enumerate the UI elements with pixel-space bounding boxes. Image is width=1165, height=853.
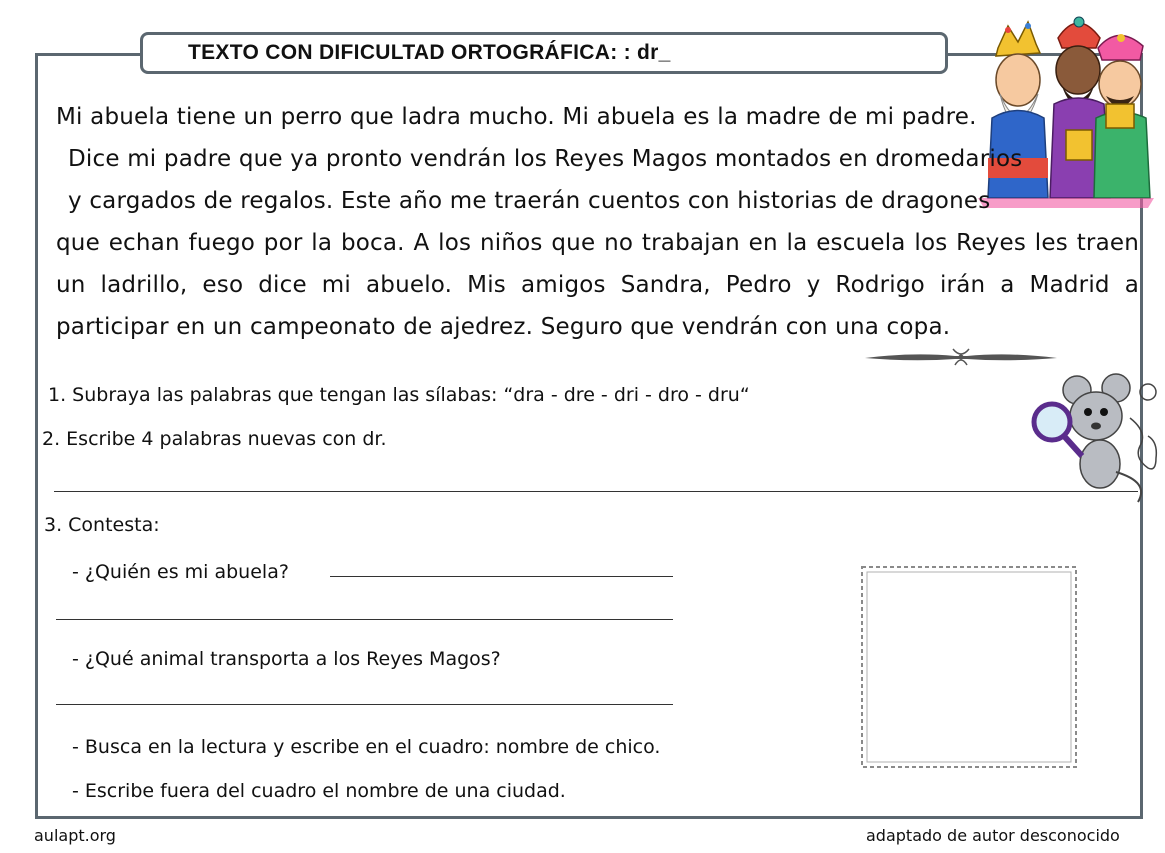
answer-line-words[interactable] <box>54 491 1138 492</box>
answer-line-abuela-2[interactable] <box>56 619 673 620</box>
instruction-nombre-chico: - Busca en la lectura y escribe en el cuadro: nombre de chico. <box>72 736 661 758</box>
three-kings-illustration <box>978 8 1158 208</box>
reading-line-6: participar en un campeonato de ajedrez. Seguro que vendrán con una copa. <box>56 314 951 340</box>
worksheet-title: TEXTO CON DIFICULTAD ORTOGRÁFICA: : dr_ <box>188 41 671 64</box>
question-animal: - ¿Qué animal transporta a los Reyes Magos? <box>72 648 501 670</box>
reading-line-1: Mi abuela tiene un perro que ladra mucho. Mi abuela es la madre de mi padre. <box>56 104 977 130</box>
mouse-magnifier-illustration <box>1030 372 1160 507</box>
title-box <box>140 32 948 74</box>
answer-line-abuela-1[interactable] <box>330 576 673 577</box>
reading-line-3: y cargados de regalos. Este año me traerán cuentos con historias de dragones <box>68 188 991 214</box>
footer-credit: adaptado de autor desconocido <box>866 826 1120 845</box>
stamp-answer-box[interactable] <box>858 563 1080 771</box>
answer-line-animal[interactable] <box>56 704 673 705</box>
reading-line-4: que echan fuego por la boca. A los niños que no trabajan en la escuela los Reyes les traen <box>56 230 1139 256</box>
exercise-1: 1. Subraya las palabras que tengan las sílabas: “dra - dre - dri - dro - dru“ <box>48 384 750 406</box>
exercise-3: 3. Contesta: <box>44 514 160 536</box>
question-abuela: - ¿Quién es mi abuela? <box>72 561 289 583</box>
exercise-2: 2. Escribe 4 palabras nuevas con dr. <box>42 428 387 450</box>
reading-line-5: un ladrillo, eso dice mi abuelo. Mis amigos Sandra, Pedro y Rodrigo irán a Madrid a <box>56 272 1139 298</box>
footer-source: aulapt.org <box>34 826 116 845</box>
ornament-divider <box>865 345 1057 369</box>
reading-line-2: Dice mi padre que ya pronto vendrán los Reyes Magos montados en dromedarios <box>68 146 1023 172</box>
instruction-ciudad: - Escribe fuera del cuadro el nombre de una ciudad. <box>72 780 566 802</box>
